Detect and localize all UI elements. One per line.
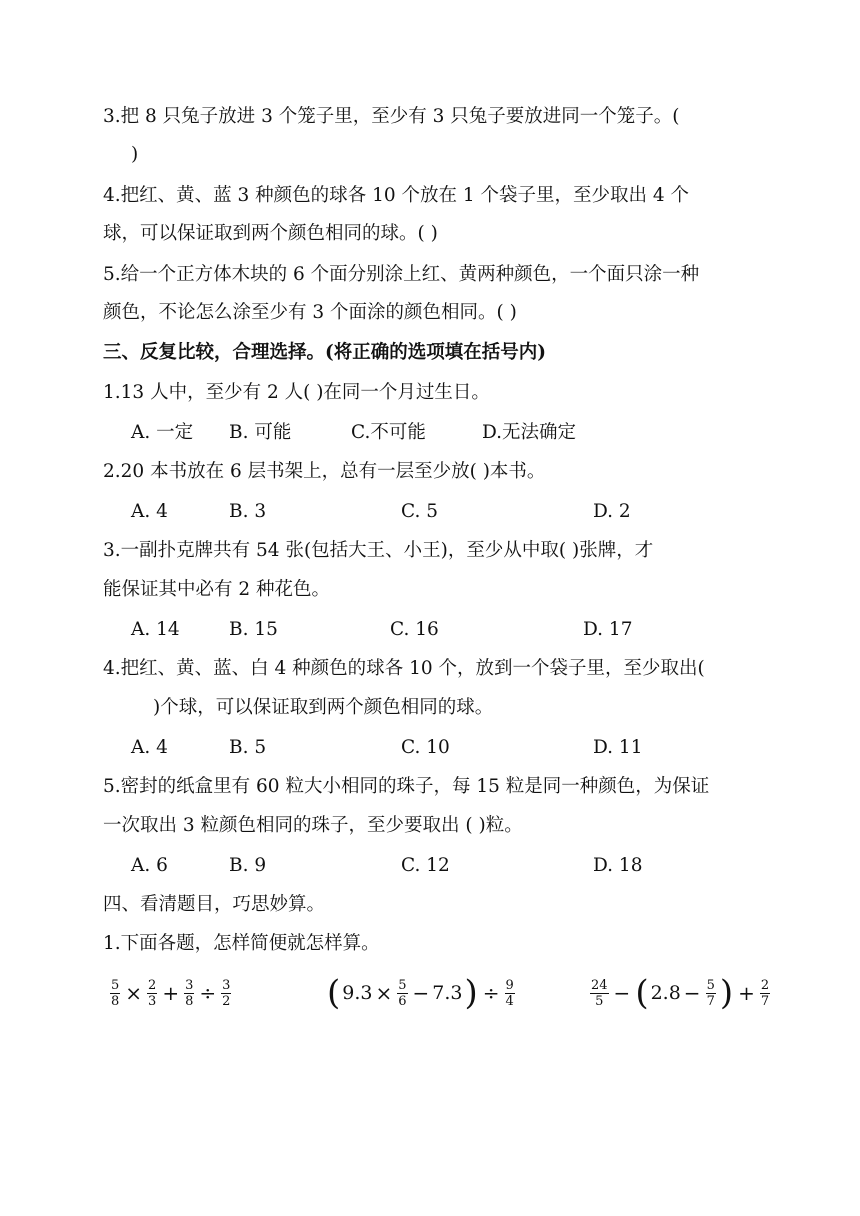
numerator: 24 <box>591 977 608 993</box>
numerator: 2 <box>148 977 157 993</box>
denominator: 8 <box>111 993 120 1009</box>
q2-option-d: D. 2 <box>593 501 631 522</box>
numerator: 2 <box>760 977 770 993</box>
plus-operator: + <box>738 981 755 1005</box>
section-3-heading: 三、反复比较，合理选择。(将正确的选项填在括号内) <box>103 342 547 363</box>
minus-operator: − <box>613 981 631 1005</box>
q4-option-c: C. 10 <box>401 737 450 758</box>
q3-option-d: D. 17 <box>583 619 633 640</box>
item-4-line2: 球，可以保证取到两个颜色相同的球。( ) <box>103 223 438 244</box>
item-5-line1: 5.给一个正方体木块的 6 个面分别涂上红、黄两种颜色，一个面只涂一种 <box>103 264 700 285</box>
denominator: 7 <box>706 993 715 1009</box>
divide-operator: ÷ <box>482 981 500 1005</box>
question-5-line2: 一次取出 3 粒颜色相同的珠子，至少要取出 ( )粒。 <box>103 815 523 836</box>
q4-option-d: D. 11 <box>593 737 643 758</box>
q5-option-a: A. 6 <box>131 855 168 876</box>
expression-2 <box>325 968 517 1018</box>
denominator: 8 <box>185 993 194 1009</box>
denominator: 7 <box>760 993 770 1009</box>
question-5-line1: 5.密封的纸盒里有 60 粒大小相同的珠子，每 15 粒是同一种颜色，为保证 <box>103 776 710 797</box>
q5-option-c: C. 12 <box>401 855 450 876</box>
q4-option-a: A. 4 <box>131 737 168 758</box>
divide-operator: ÷ <box>199 981 217 1005</box>
question-4-line2: )个球，可以保证取到两个颜色相同的球。 <box>153 697 494 718</box>
q1-option-b: B. 可能 <box>229 422 292 443</box>
q1-option-c: C.不可能 <box>351 422 426 443</box>
fraction <box>184 978 194 1009</box>
q5-option-d: D. 18 <box>593 855 643 876</box>
times-operator: × <box>125 981 143 1005</box>
item-4-line1: 4.把红、黄、蓝 3 种颜色的球各 10 个放在 1 个袋子里，至少取出 4 个 <box>103 185 690 206</box>
left-paren: ( <box>327 973 341 1013</box>
fraction <box>221 978 231 1009</box>
left-paren: ( <box>635 973 649 1013</box>
question-1: 1.13 人中，至少有 2 人( )在同一个月过生日。 <box>103 382 490 403</box>
q5-option-b: B. 9 <box>229 855 267 876</box>
number: 2.8 <box>650 982 681 1004</box>
q3-option-c: C. 16 <box>390 619 439 640</box>
fraction <box>505 978 515 1009</box>
numerator: 5 <box>111 977 120 993</box>
q3-option-b: B. 15 <box>229 619 278 640</box>
denominator: 2 <box>222 993 231 1009</box>
expression-1 <box>108 968 233 1018</box>
number: 7.3 <box>432 982 463 1004</box>
minus-operator: − <box>683 981 701 1005</box>
question-2: 2.20 本书放在 6 层书架上，总有一层至少放( )本书。 <box>103 461 546 482</box>
q4-option-b: B. 5 <box>229 737 267 758</box>
q2-option-a: A. 4 <box>131 501 168 522</box>
section-4-question-1: 1.下面各题，怎样简便就怎样算。 <box>103 933 380 954</box>
question-3-line1: 3.一副扑克牌共有 54 张(包括大王、小王)，至少从中取( )张牌，才 <box>103 540 654 561</box>
denominator: 4 <box>505 993 514 1009</box>
number: 9.3 <box>342 982 373 1004</box>
q2-option-b: B. 3 <box>229 501 267 522</box>
item-3-line1: 3.把 8 只兔子放进 3 个笼子里，至少有 3 只兔子要放进同一个笼子。( <box>103 106 680 127</box>
q1-option-a: A. 一定 <box>131 422 194 443</box>
denominator: 3 <box>148 993 157 1009</box>
fraction <box>147 978 157 1009</box>
q2-option-c: C. 5 <box>401 501 439 522</box>
expression-3 <box>588 968 772 1018</box>
section-4-heading: 四、看清题目，巧思妙算。 <box>103 894 326 915</box>
q3-option-a: A. 14 <box>131 619 180 640</box>
numerator: 3 <box>222 977 231 993</box>
numerator: 9 <box>505 977 514 993</box>
question-4-line1: 4.把红、黄、蓝、白 4 种颜色的球各 10 个，放到一个袋子里，至少取出( <box>103 658 705 679</box>
fraction <box>110 978 120 1009</box>
denominator: 5 <box>595 993 604 1009</box>
item-3-line2: ) <box>131 144 139 165</box>
times-operator: × <box>375 981 393 1005</box>
right-paren: ) <box>464 973 478 1013</box>
numerator: 3 <box>185 977 194 993</box>
fraction <box>590 978 609 1009</box>
fraction <box>760 978 770 1009</box>
minus-operator: − <box>412 981 430 1005</box>
numerator: 5 <box>398 977 407 993</box>
right-paren: ) <box>719 973 734 1013</box>
fraction <box>706 978 716 1009</box>
fraction <box>397 978 407 1009</box>
numerator: 5 <box>706 977 715 993</box>
question-3-line2: 能保证其中必有 2 种花色。 <box>103 579 331 600</box>
item-5-line2: 颜色，不论怎么涂至少有 3 个面涂的颜色相同。( ) <box>103 302 517 323</box>
q1-option-d: D.无法确定 <box>482 422 577 443</box>
plus-operator: + <box>162 981 180 1005</box>
denominator: 6 <box>398 993 407 1009</box>
